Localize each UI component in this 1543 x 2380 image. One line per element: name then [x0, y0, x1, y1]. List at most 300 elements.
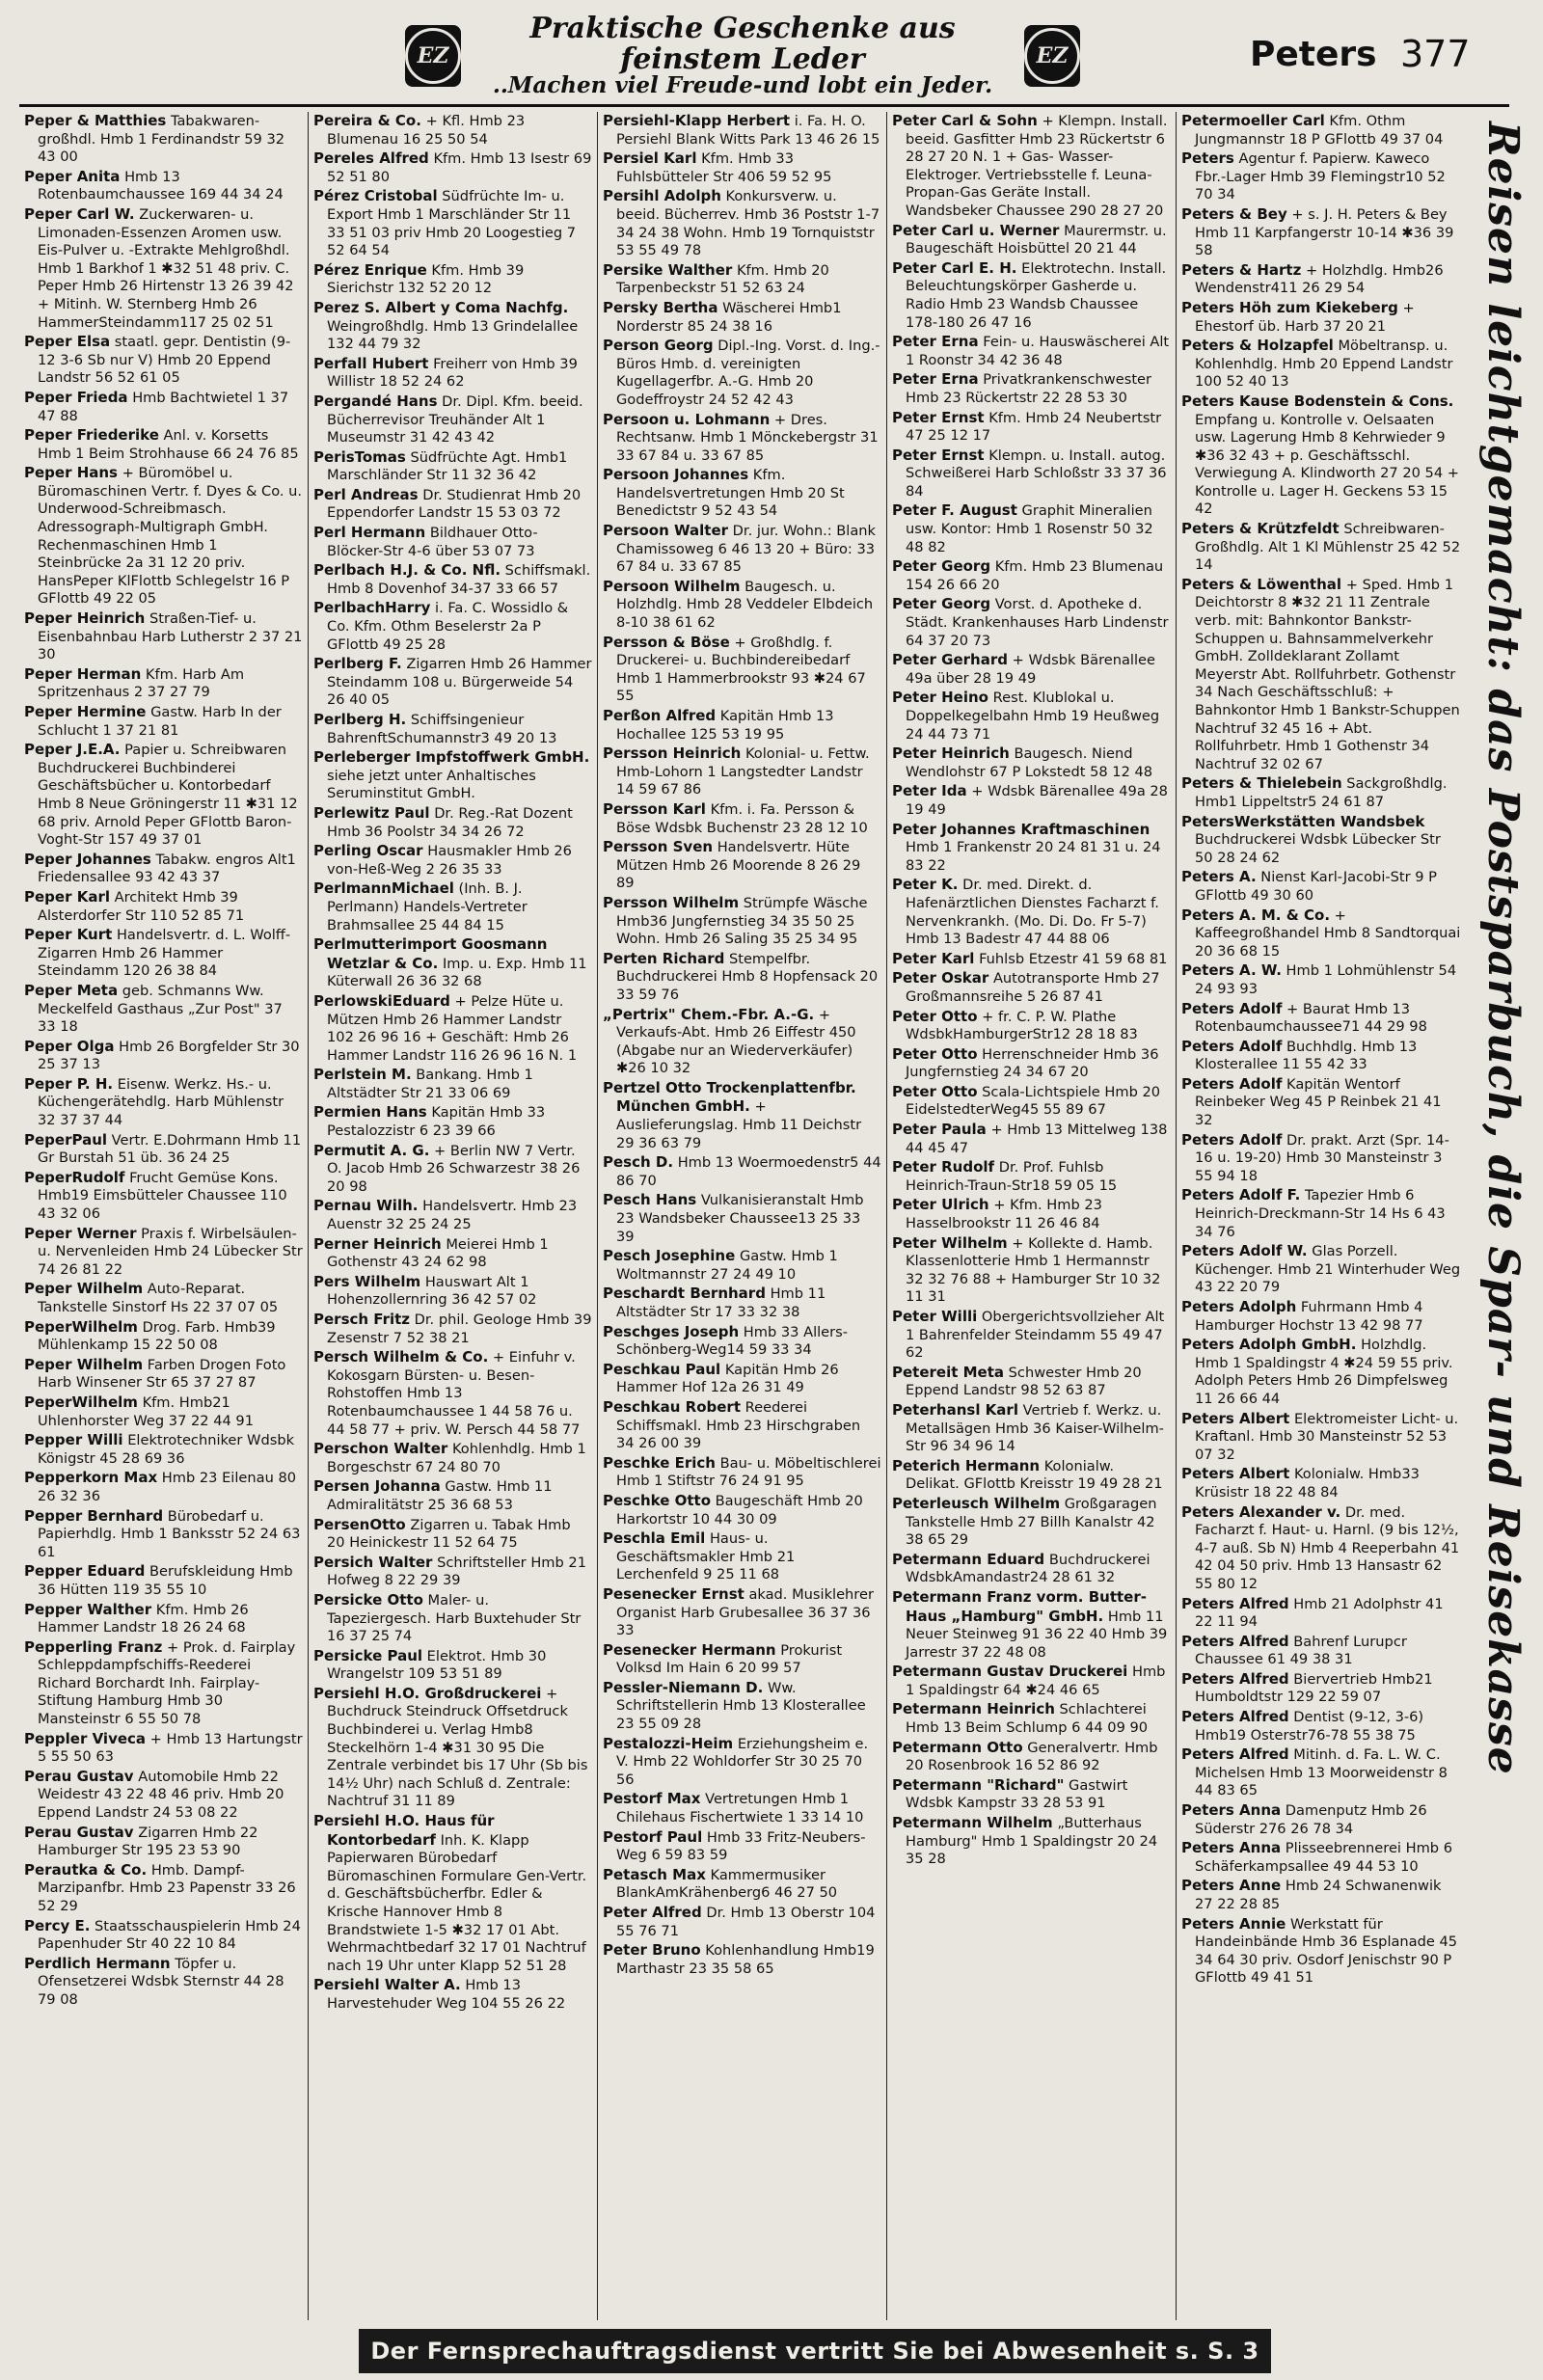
entry-details: + Kollekte d. Hamb. Klassenlotterie Hmb 1 Hermannstr 32 32 76 88 + Hamburger Str 10 32 11 31 [906, 1234, 1161, 1306]
entry-name: Peters A. M. & Co. [1181, 906, 1331, 924]
entry-name: Perschon Walter [313, 1440, 448, 1458]
entry-details: siehe jetzt unter Anhaltisches Seruminstitut GmbH. [327, 767, 536, 802]
directory-entry [892, 1196, 1171, 1232]
entry-details: Handelsvertr. d. L. Wolff-Zigarren Hmb 26 Hammer Steindamm 120 26 38 84 [38, 927, 291, 980]
entry-name: PeperPaul [24, 1130, 108, 1149]
entry-name: Perlberg H. [313, 711, 407, 728]
entry-name: Peter Willi [892, 1308, 978, 1325]
directory-entry [313, 187, 592, 259]
entry-name: Petermann Otto [892, 1738, 1023, 1756]
entry-name: Perautka & Co. [24, 1860, 148, 1879]
entry-name: Peper Hermine [24, 703, 147, 720]
entry-details: Konkursverw. u. beeid. Bücherrev. Hmb 36 Poststr 1-7 34 24 38 Wohn. Hmb 19 Tornquiststr 53 55 49 78 [616, 188, 880, 259]
entry-details: Kfm. Hmb 24 Neubertstr 47 25 12 17 [906, 409, 1162, 445]
entry-name: Peters Anna [1181, 1839, 1282, 1857]
directory-entry [313, 261, 592, 298]
entry-name: Peters Adolf [1181, 1037, 1283, 1055]
entry-name: Peter Bruno [603, 1941, 701, 1960]
entry-details: Vertr. E.Dohrmann Hmb 11 Gr Burstah 51 üb. 36 24 25 [38, 1131, 302, 1167]
entry-name: Peters Adolf W. [1181, 1242, 1308, 1260]
entry-name: Peters Kause Bodenstein & Cons. [1181, 392, 1454, 410]
directory-entry [24, 333, 303, 388]
entry-name: Peter Ernst [892, 446, 985, 464]
directory-entry [24, 1356, 303, 1393]
directory-entry [313, 1440, 592, 1476]
directory-entry [1181, 1633, 1461, 1669]
logo-left-icon [405, 25, 461, 87]
entry-name: Peschardt Bernhard [603, 1285, 766, 1303]
entry-details: Rest. Klublokal u. Doppelkegelbahn Hmb 19 Heußweg 24 44 73 71 [906, 690, 1160, 743]
entry-name: Peters Höh zum Kiekeberg [1181, 298, 1398, 316]
directory-entry [892, 1364, 1171, 1400]
entry-details: Kapitän Hmb 13 Hochallee 125 53 19 95 [616, 708, 834, 743]
directory-entry [603, 1585, 881, 1640]
entry-name: Pepperkorn Max [24, 1469, 158, 1487]
entry-name: Peters Alfred [1181, 1632, 1289, 1650]
entry-details: Hmb 13 Woermoedenstr5 44 86 70 [616, 1154, 881, 1189]
entry-details: Hmb 21 Adolphstr 41 22 11 94 [1195, 1595, 1444, 1631]
directory-entry [1181, 961, 1461, 998]
entry-details: Baugesch. Niend Wendlohstr 67 P Lokstedt 58 12 48 [906, 745, 1153, 780]
entry-name: Peter Alfred [603, 1904, 702, 1921]
directory-entry [313, 149, 592, 186]
entry-name: Peter Heinrich [892, 744, 1010, 763]
entry-details: + Verkaufs-Abt. Hmb 26 Eiffestr 450 (Abgabe nur an Wiederverkäufer) ✱26 10 32 [616, 1006, 856, 1077]
directory-entry [24, 1469, 303, 1505]
entry-name: Peper Wilhelm [24, 1280, 144, 1298]
entry-name: Perlstein M. [313, 1066, 412, 1084]
directory-entry [892, 259, 1171, 332]
page-footer [0, 2329, 1543, 2380]
entry-name: Peter Heino [892, 689, 988, 707]
directory-entry [603, 950, 881, 1005]
directory-entry [313, 486, 592, 523]
entry-name: Peter Erna [892, 370, 979, 389]
entry-name: Peper Hans [24, 464, 118, 482]
directory-entry [603, 1006, 881, 1078]
entry-details: Dr. phil. Geologe Hmb 39 Zesenstr 7 52 38 21 [327, 1312, 592, 1346]
directory-entry [1181, 906, 1461, 961]
entry-name: Peters A. [1181, 868, 1257, 886]
entry-name: Peper Werner [24, 1224, 137, 1242]
directory-entry [24, 1393, 303, 1430]
entry-name: Peschke Erich [603, 1453, 716, 1472]
slogan-line-2: ..Machen viel Freude-und lobt ein Jeder. [492, 72, 993, 99]
entry-name: Peters [1181, 149, 1234, 168]
directory-entry [603, 744, 881, 799]
entry-name: Peter F. August [892, 501, 1017, 520]
entry-name: Peter Georg [892, 595, 991, 613]
entry-details: Weingroßhdlg. Hmb 13 Grindelallee 132 44 79 32 [327, 317, 579, 353]
entry-details: Tapezier Hmb 6 Heinrich-Dreckmann-Str 14 Hs 6 43 34 76 [1195, 1187, 1446, 1240]
entry-name: Peper Anita [24, 167, 121, 185]
directory-entry [313, 711, 592, 747]
entry-name: Peters Adolf [1181, 999, 1283, 1017]
entry-details: Ww. Schriftstellerin Hmb 13 Klosterallee 23 55 09 28 [616, 1679, 866, 1733]
directory-entry [313, 1235, 592, 1272]
directory-entry [24, 1280, 303, 1316]
advertisement-banner [405, 12, 1080, 99]
entry-name: Peter Otto [892, 1044, 978, 1063]
entry-details: Zigarren Hmb 26 Hammer Steindamm 108 u. Bürgerweide 54 26 40 05 [327, 656, 592, 709]
entry-details: Dipl.-Ing. Vorst. d. Ing.-Büros Hmb. d. vereinigten Kugellagerfbr. A.-G. Hmb 20 Godeffroystr 24 52 42 43 [616, 338, 880, 408]
entry-details: Architekt Hmb 39 Alsterdorfer Str 110 52 85 71 [38, 888, 245, 924]
directory-entry [603, 1641, 881, 1678]
entry-details: Damenputz Hmb 26 Süderstr 276 26 78 34 [1195, 1802, 1427, 1837]
directory-entry [892, 1663, 1171, 1699]
entry-name: Pestorf Paul [603, 1827, 703, 1846]
directory-entry [313, 655, 592, 710]
entry-details: Kolonialw. Hmb33 Krüsistr 18 22 48 84 [1195, 1466, 1420, 1501]
entry-name: Peters Alexander v. [1181, 1502, 1341, 1521]
entry-details: Reederei Schiffsmakl. Hmb 23 Hirschgraben 34 26 00 39 [616, 1398, 861, 1452]
directory-entry [1181, 520, 1461, 575]
entry-name: Persoon u. Lohmann [603, 410, 771, 428]
footer-notice: Der Fernsprechauftragsdienst vertritt Sie bei Abwesenheit s. S. 3 [359, 2329, 1271, 2373]
entry-details: Wäscherei Hmb1 Norderstr 85 24 38 16 [616, 299, 842, 335]
entry-name: Persiehl H.O. Großdruckerei [313, 1684, 542, 1702]
directory-entry [892, 557, 1171, 594]
directory-entry [1181, 1410, 1461, 1465]
directory-entry [313, 1142, 592, 1197]
entry-name: Perßon Alfred [603, 707, 717, 724]
directory-entry [313, 355, 592, 392]
entry-name: Peter Carl u. Werner [892, 221, 1060, 239]
entry-details: Zigarren u. Tabak Hmb 20 Heinickestr 11 52 64 75 [327, 1516, 571, 1552]
entry-name: Persson Karl [603, 799, 706, 818]
directory-entry [603, 299, 881, 336]
entry-details: Hmb 33 Fritz-Neubers-Weg 6 59 83 59 [616, 1828, 866, 1864]
entry-name: Peterleusch Wilhelm [892, 1494, 1061, 1512]
directory-entry [892, 1700, 1171, 1737]
entry-name: Peppler Viveca [24, 1729, 147, 1747]
entry-name: Pergandé Hans [313, 392, 438, 410]
directory-entry [1181, 1745, 1461, 1800]
entry-details: Kfm. Othm Jungmannstr 18 P GFlottb 49 37 04 [1195, 113, 1444, 148]
entry-name: Peter Ida [892, 782, 967, 800]
entry-details: Berufskleidung Hmb 36 Hütten 119 35 55 10 [38, 1563, 293, 1598]
directory-entry [313, 842, 592, 879]
entry-details: Handelsvertr. Hmb 23 Auenstr 32 25 24 25 [327, 1198, 578, 1233]
entry-name: Petermann Wilhelm [892, 1814, 1053, 1832]
directory-entry [892, 446, 1171, 501]
entry-name: Pers Wilhelm [313, 1272, 421, 1290]
directory-entry [24, 703, 303, 740]
entry-details: Dr. prakt. Arzt (Spr. 14-16 u. 19-20) Hmb 30 Mansteinstr 3 55 94 18 [1195, 1131, 1449, 1184]
entry-name: Persen Johanna [313, 1477, 441, 1496]
directory-entry [1181, 1801, 1461, 1838]
entry-name: PerlmannMichael [313, 879, 454, 898]
directory-entry [892, 1401, 1171, 1456]
directory-entry [24, 982, 303, 1037]
entry-details: + Hmb 13 Mittelweg 138 44 45 47 [906, 1122, 1168, 1156]
entry-name: Perl Andreas [313, 485, 419, 503]
entry-details: Schlachterei Hmb 13 Beim Schlump 6 44 09 90 [906, 1701, 1149, 1737]
entry-details: Buchdruckerei Wdsbk Lübecker Str 50 28 24 62 [1195, 831, 1441, 866]
directory-entry [24, 1075, 303, 1130]
entry-details: Elektrotechniker Wdsbk Königstr 45 28 69 36 [38, 1432, 295, 1467]
directory-entry [313, 1103, 592, 1140]
entry-details: Handelsvertr. Hüte Mützen Hmb 26 Moorende 8 26 29 89 [616, 839, 861, 892]
directory-entry [603, 337, 881, 409]
entry-name: Peters Alfred [1181, 1594, 1289, 1612]
entry-details: + Wdsbk Bärenallee 49a 28 19 49 [906, 783, 1168, 818]
logo-text: EZ [405, 28, 461, 84]
entry-name: Peters Albert [1181, 1465, 1290, 1483]
directory-entry [24, 1507, 303, 1562]
directory-entry [24, 609, 303, 664]
entry-name: Peterhansl Karl [892, 1400, 1018, 1419]
directory-columns [19, 112, 1466, 2320]
entry-name: Pepperling Franz [24, 1637, 163, 1656]
entry-name: Persiel Karl [603, 149, 697, 168]
directory-column-3 [598, 112, 887, 2320]
directory-entry [313, 448, 592, 485]
directory-entry [892, 595, 1171, 650]
entry-details: + Sped. Hmb 1 Deichtorstr 8 ✱32 21 11 Zentrale verb. mit: Bahnkontor Bankstr-Schuppen u. Bahnsammelverkehr GmbH. Zolldeklarant Zollamt Meyerstr Abt. Rollfuhrbetr. Gothenstr 34 Nach Geschäftsschluß: + Bahnkontor Hmb 1 Bankstr-Schuppen Nachtruf 32 45 16 + Abt. Rollfuhrbetr. Hmb 1 Gothenstr 34 Nachtruf 32 02 67 [1195, 576, 1460, 772]
directory-column-4 [887, 112, 1177, 2320]
directory-entry [24, 168, 303, 204]
entry-details: Schreibwaren-Großhdlg. Alt 1 Kl Mühlenstr 25 42 52 14 [1195, 521, 1461, 574]
entry-name: Persich Walter [313, 1553, 433, 1571]
directory-entry [1181, 1186, 1461, 1241]
running-header-name: Peters [1250, 35, 1377, 74]
entry-name: Persson Heinrich [603, 744, 742, 763]
directory-entry [1181, 1075, 1461, 1130]
entry-name: Persiehl-Klapp Herbert [603, 112, 791, 129]
entry-name: Peter Erna [892, 333, 979, 351]
entry-details: Zuckerwaren- u. Limonaden-Essenzen Aromen usw. Eis-Pulver u. -Extrakte Mehlgroßhdl. Hmb 1 Barkhof 1 ✱32 51 48 priv. C. Peper Hmb 26 Hirtenstr 13 26 39 42 + Mitinh. W. Sternberg Hmb 26 HammerSteindamm117 25 02 51 [38, 205, 294, 331]
entry-details: Dr. med. Direkt. d. Hafenärztlichen Dienstes Facharzt f. Nervenkrankh. (Mo. Di. Do. Fr 5-7) Hmb 13 Badestr 47 44 88 06 [906, 877, 1159, 948]
entry-name: Peters Adolf [1181, 1130, 1283, 1149]
entry-name: Perleberger Impfstoffwerk GmbH. [313, 748, 590, 767]
directory-entry [892, 1457, 1171, 1494]
directory-entry [603, 800, 881, 837]
directory-entry [892, 1234, 1171, 1307]
entry-details: Strümpfe Wäsche Hmb36 Jungfernstieg 34 35 50 25 Wohn. Hmb 26 Saling 35 25 34 95 [616, 894, 868, 948]
directory-entry [603, 1529, 881, 1584]
entry-details: + Kfm. Hmb 23 Hasselbrookstr 11 26 46 84 [906, 1197, 1102, 1232]
page-number: 377 [1400, 33, 1471, 75]
directory-column-2 [309, 112, 598, 2320]
entry-name: Peper & Matthies [24, 112, 167, 129]
entry-details: Töpfer u. Ofensetzerei Wdsbk Sternstr 44 28 79 08 [38, 1955, 284, 2008]
entry-details: Vertretungen Hmb 1 Chilehaus Fischertwiete 1 33 14 10 [616, 1791, 864, 1826]
entry-name: Peter Ulrich [892, 1196, 989, 1214]
entry-details: „Butterhaus Hamburg" Hmb 1 Spaldingstr 20 24 35 28 [906, 1815, 1158, 1868]
entry-name: Perlmutterimport Goosmann Wetzlar & Co. [313, 935, 548, 972]
entry-name: Peper Friederike [24, 426, 159, 445]
directory-entry [313, 1647, 592, 1684]
entry-details: + Berlin NW 7 Vertr. O. Jacob Hmb 26 Schwarzestr 38 26 20 98 [327, 1142, 581, 1195]
entry-name: Peters A. W. [1181, 961, 1282, 980]
entry-details: Elektrot. Hmb 30 Wrangelstr 109 53 51 89 [327, 1647, 547, 1683]
directory-entry [603, 466, 881, 521]
entry-details: Hauswart Alt 1 Hohenzollernring 36 42 57 02 [327, 1273, 537, 1309]
directory-entry [892, 969, 1171, 1006]
directory-entry [603, 1285, 881, 1321]
directory-entry [313, 804, 592, 841]
slogan-line-1: Praktische Geschenke aus feinstem Leder [529, 12, 956, 76]
directory-entry [1181, 337, 1461, 392]
entry-details: Schiffsmakl. Hmb 8 Dovenhof 34-37 33 66 57 [327, 562, 591, 597]
directory-entry [313, 1273, 592, 1310]
entry-details: Bau- u. Möbeltischlerei Hmb 1 Stiftstr 76 24 91 95 [616, 1454, 881, 1490]
entry-details: Gastw. Hmb 11 Admiralitätstr 25 36 68 53 [327, 1478, 553, 1513]
directory-entry [313, 748, 592, 803]
entry-name: Perdlich Hermann [24, 1954, 171, 1972]
directory-entry [603, 634, 881, 706]
entry-name: Petereit Meta [892, 1363, 1005, 1381]
entry-details: Kolonial- u. Fettw. Hmb-Lohorn 1 Langstedter Landstr 14 59 67 86 [616, 745, 870, 798]
directory-entry [24, 1824, 303, 1860]
directory-entry [313, 1066, 592, 1102]
directory-entry [24, 1225, 303, 1280]
entry-details: Kapitän Hmb 26 Hammer Hof 12a 26 31 49 [616, 1361, 839, 1396]
entry-details: Frucht Gemüse Kons. Hmb19 Eimsbütteler Chaussee 110 43 32 06 [38, 1169, 287, 1223]
entry-name: Persoon Wilhelm [603, 577, 741, 595]
entry-details: i. Fa. C. Wossidlo & Co. Kfm. Othm Beselerstr 2a P GFlottb 49 25 28 [327, 600, 569, 653]
entry-name: Pesenecker Hermann [603, 1640, 776, 1659]
directory-entry [892, 1158, 1171, 1195]
entry-name: Peter Otto [892, 1082, 978, 1100]
entry-name: Pereles Alfred [313, 149, 429, 168]
entry-name: Peper Wilhelm [24, 1355, 144, 1373]
entry-details: Autotransporte Hmb 27 Großmannsreihe 5 26 87 41 [906, 970, 1160, 1005]
entry-details: Obergerichtsvollzieher Alt 1 Bahrenfelder Steindamm 55 49 47 62 [906, 1309, 1165, 1362]
directory-entry [1181, 1298, 1461, 1335]
entry-details: Hausmakler Hmb 26 von-Heß-Weg 2 26 35 33 [327, 843, 572, 878]
entry-details: Generalvertr. Hmb 20 Rosenbrook 16 52 86 92 [906, 1739, 1158, 1774]
directory-entry [603, 187, 881, 259]
directory-entry [603, 1492, 881, 1528]
directory-entry [1181, 1038, 1461, 1074]
directory-entry [603, 838, 881, 893]
directory-entry [892, 1814, 1171, 1869]
directory-entry [892, 1008, 1171, 1044]
entry-details: Biervertrieb Hmb21 Humboldtstr 129 22 59 07 [1195, 1670, 1433, 1706]
entry-details: Dentist (9-12, 3-6) Hmb19 Osterstr76-78 55 38 75 [1195, 1709, 1424, 1744]
entry-details: Eisenw. Werkz. Hs.- u. Küchengerätehdlg. Harb Mühlenstr 32 37 37 44 [38, 1075, 284, 1129]
directory-entry [603, 1191, 881, 1246]
entry-details: Papier u. Schreibwaren Buchdruckerei Buchbinderei Geschäftsbücher u. Kontorbedarf Hmb 8 Neue Gröningerstr 11 ✱31 12 68 priv. Arnold Peper GFlottb Baron-Voght-Str 157 49 37 01 [38, 742, 298, 849]
entry-details: Hmb 13 Harvestehuder Weg 104 55 26 22 [327, 1977, 566, 2012]
directory-entry [1181, 1336, 1461, 1408]
entry-details: + Klempn. Install. beeid. Gasfitter Hmb 23 Rückertstr 6 28 27 20 N. 1 + Gas- Wasser- Elektroger. Vertriebsstelle f. Leuna-Propan-Gas Geräte Install. Wandsbeker Chaussee 290 28 27 20 [906, 113, 1168, 219]
entry-details: Fuhlsb Etzestr 41 59 68 81 [979, 950, 1168, 967]
directory-entry [1181, 813, 1461, 868]
directory-entry [313, 1516, 592, 1553]
entry-name: Petermann "Richard" [892, 1775, 1065, 1794]
entry-details: Kfm. Handelsvertretungen Hmb 20 St Benedictstr 9 52 43 54 [616, 467, 845, 520]
entry-name: Peters & Holzapfel [1181, 337, 1334, 355]
entry-details: Hmb 24 Schwanenwik 27 22 28 85 [1195, 1878, 1442, 1912]
entry-name: Peter Gerhard [892, 651, 1008, 669]
entry-name: Perten Richard [603, 949, 725, 967]
directory-entry [24, 741, 303, 850]
entry-details: Holzhdlg. Hmb 1 Spaldingstr 4 ✱24 59 55 priv. Adolph Peters Hmb 26 Dimpfelsweg 11 26 66 44 [1195, 1337, 1453, 1407]
directory-entry [24, 205, 303, 332]
entry-name: Perau Gustav [24, 1767, 134, 1785]
directory-entry [603, 1866, 881, 1903]
directory-entry [1181, 1877, 1461, 1913]
directory-entry [892, 1308, 1171, 1363]
directory-entry [892, 1495, 1171, 1550]
entry-details: Imp. u. Exp. Hmb 11 Küterwall 26 36 32 68 [327, 955, 587, 990]
directory-entry [24, 1917, 303, 1954]
entry-details: Praxis f. Wirbelsäulen- u. Nervenleiden Hmb 24 Lübecker Str 74 26 81 22 [38, 1225, 303, 1278]
directory-entry [603, 1735, 881, 1790]
entry-details: + Buchdruck Steindruck Offsetdruck Buchbinderei u. Verlag Hmb8 Steckelhörn 1-4 ✱31 30 95 Die Zentrale verbindet bis 17 Uhr (Sb bis 14½ Uhr) nach Schluß d. Zentrale: Nachtruf 31 11 89 [327, 1685, 588, 1810]
entry-details: Südfrüchte Im- u. Export Hmb 1 Marschländer Str 11 33 51 03 priv Hmb 20 Loogestieg 7 52 64 54 [327, 188, 577, 259]
directory-entry [24, 1730, 303, 1767]
directory-entry [892, 1776, 1171, 1813]
directory-entry [892, 501, 1171, 556]
entry-details: Kfm. Harb Am Spritzenhaus 2 37 27 79 [38, 665, 245, 701]
entry-name: Persoon Johannes [603, 466, 749, 484]
entry-name: Peter Wilhelm [892, 1233, 1008, 1252]
entry-details: Automobile Hmb 22 Weidestr 43 22 48 46 priv. Hmb 20 Eppend Landstr 24 53 08 22 [38, 1768, 284, 1822]
directory-entry [1181, 1595, 1461, 1632]
directory-entry [313, 561, 592, 598]
entry-name: Peters Adolph [1181, 1298, 1297, 1315]
entry-name: Persiehl H.O. Haus für Kontorbedarf [313, 1812, 495, 1849]
directory-entry [24, 1562, 303, 1599]
directory-column-5 [1177, 112, 1466, 2320]
entry-details: Drog. Farb. Hmb39 Mühlenkamp 15 22 50 08 [38, 1318, 276, 1354]
entry-details: Hmb 23 Eilenau 80 26 32 36 [38, 1470, 297, 1504]
entry-details: Hmb 11 Altstädter Str 17 33 32 38 [616, 1285, 826, 1320]
directory-entry [603, 1941, 881, 1978]
entry-name: Petermann Eduard [892, 1550, 1045, 1568]
entry-name: Peters Alfred [1181, 1669, 1289, 1688]
entry-name: Perfall Hubert [313, 354, 429, 372]
entry-details: Bankang. Hmb 1 Altstädter Str 21 33 06 69 [327, 1067, 533, 1101]
entry-name: Peters & Bey [1181, 204, 1287, 223]
entry-name: Persicke Otto [313, 1590, 423, 1609]
entry-name: Peper Karl [24, 887, 110, 906]
directory-entry [24, 888, 303, 925]
entry-details: Erziehungsheim e. V. Hmb 22 Wohldorfer Str 30 25 70 56 [616, 1735, 869, 1788]
directory-entry [1181, 868, 1461, 905]
entry-name: Petasch Max [603, 1865, 706, 1883]
entry-details: Kfm. Hmb 13 Isestr 69 52 51 80 [327, 150, 592, 185]
entry-name: Peters & Hartz [1181, 260, 1302, 279]
entry-details: Farben Drogen Fotо Harb Winsener Str 65 37 27 87 [38, 1356, 286, 1392]
entry-details: + Auslieferungslag. Hmb 11 Deichstr 29 36 63 79 [616, 1098, 862, 1151]
directory-entry [1181, 112, 1461, 149]
directory-entry [24, 1638, 303, 1729]
entry-details: Sackgroßhdlg. Hmb1 Lippeltstr5 24 61 87 [1195, 775, 1448, 810]
entry-details: akad. Musiklehrer Organist Harb Grubesallee 36 37 36 33 [616, 1585, 874, 1639]
entry-details: Empfang u. Kontrolle v. Oelsaaten usw. Lagerung Hmb 8 Kehrwieder 9 ✱36 32 43 + p. Geschäftsschl. Verwiegung A. Klindworth 27 20 54 + Kontrolle u. Lager H. Geckens 53 15 42 [1195, 411, 1459, 518]
directory-entry [24, 1601, 303, 1637]
entry-details: Fuhrmann Hmb 4 Hamburger Hochstr 13 42 98 77 [1195, 1299, 1423, 1334]
directory-entry [603, 894, 881, 949]
directory-entry [603, 707, 881, 744]
entry-details: Schwester Hmb 20 Eppend Landstr 98 52 63 87 [906, 1364, 1142, 1399]
directory-entry [24, 1169, 303, 1224]
directory-entry [24, 1861, 303, 1916]
entry-details: Hmb 1 Frankenstr 20 24 81 31 u. 24 83 22 [906, 839, 1161, 874]
entry-details: Auto-Reparat. Tankstelle Sinstorf Hs 22 37 07 05 [38, 1281, 279, 1315]
entry-name: Peper Carl W. [24, 204, 135, 223]
entry-name: Peter Carl E. H. [892, 258, 1017, 277]
entry-name: PeperWilhelm [24, 1393, 138, 1411]
directory-entry [313, 879, 592, 934]
entry-details: Kammermusiker BlankAmKrähenberg6 46 27 50 [616, 1866, 838, 1902]
entry-name: Peper Elsa [24, 333, 111, 351]
